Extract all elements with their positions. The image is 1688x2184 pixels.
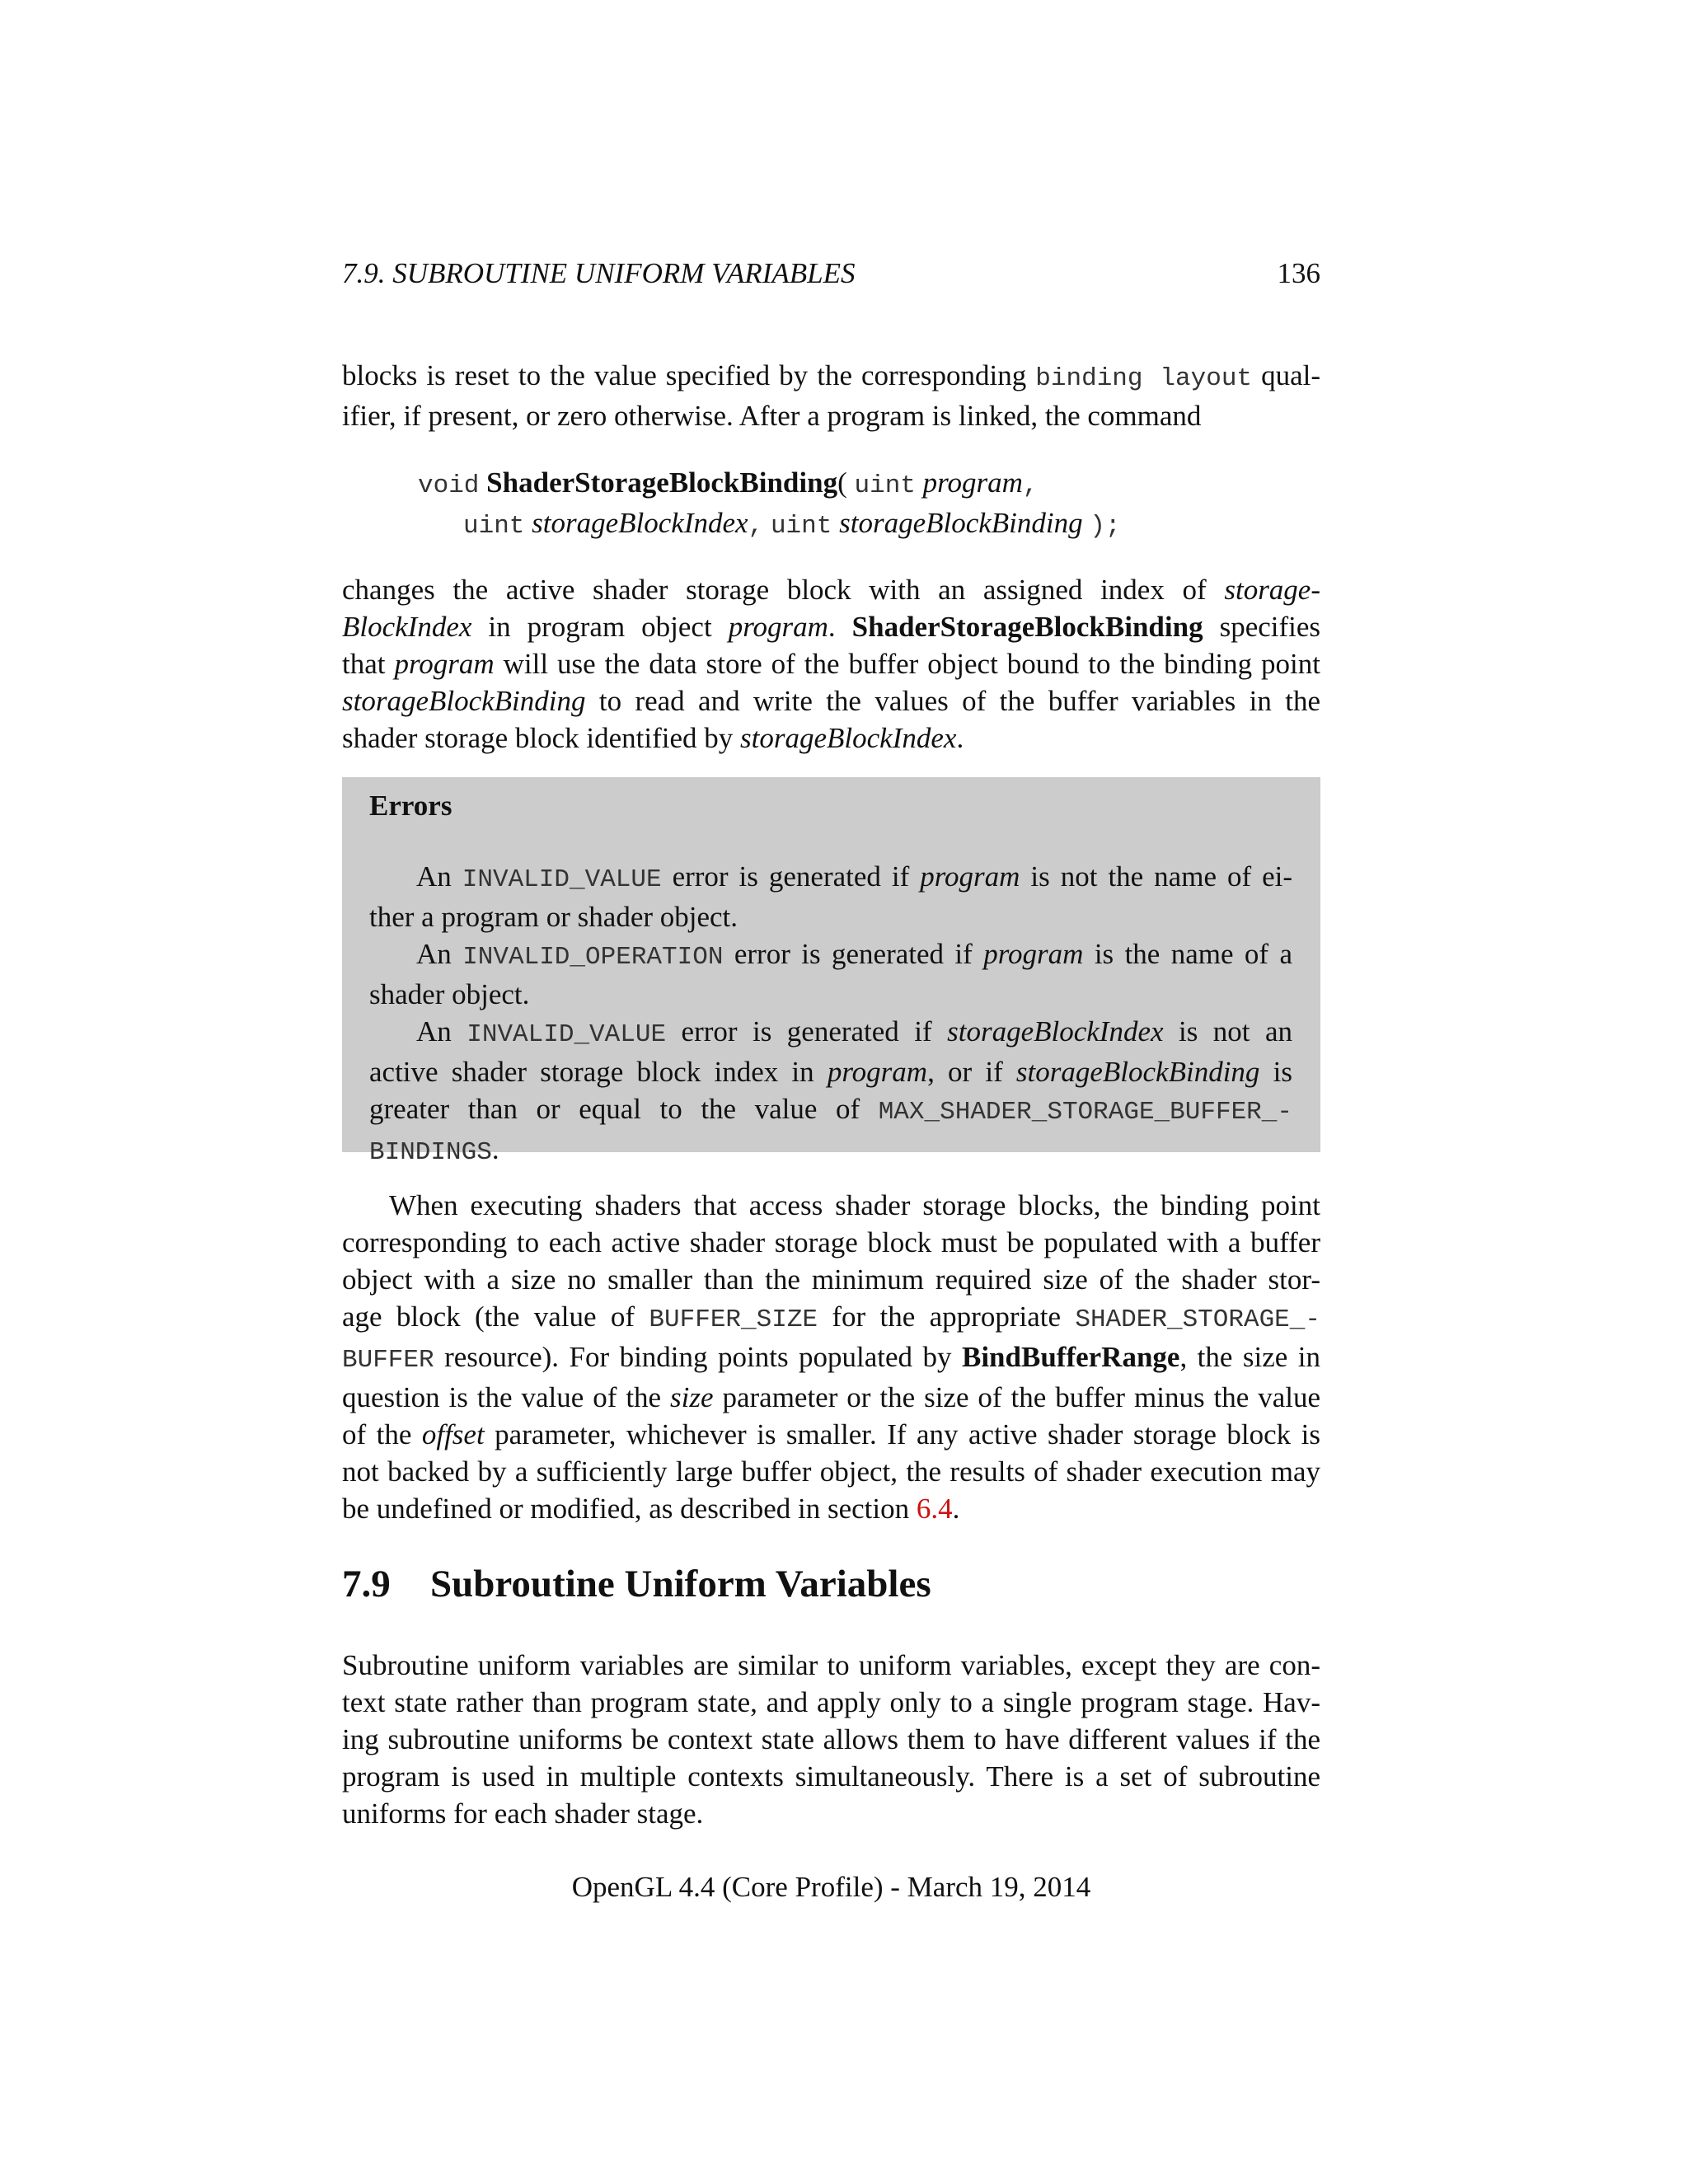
text-line: When executing shaders that access shader storage blocks, the binding point [389, 1189, 1320, 1221]
text-line: age block (the value of BUFFER_SIZE for the appropriate SHADER_STORAGE_- [342, 1301, 1320, 1334]
command-prototype: void ShaderStorageBlockBinding( uint program, uint storageBlockIndex, uint storageBlockBinding ); [418, 466, 1121, 541]
section-heading [342, 1562, 931, 1606]
paragraph-command-description [342, 571, 1320, 757]
text-line: corresponding to each active shader storage block must be populated with a buffer [342, 1226, 1320, 1258]
text-line: object with a size no smaller than the minimum required size of the shader stor- [342, 1263, 1320, 1296]
command-name: ShaderStorageBlockBinding [486, 466, 838, 499]
text-line: uniforms for each shader stage. [342, 1797, 704, 1830]
text-line: that program will use the data store of the buffer object bound to the binding point [342, 648, 1321, 680]
paragraph-buffer-size [342, 1187, 1320, 1527]
running-header [342, 257, 1320, 290]
text-line: be undefined or modified, as described in section 6.4. [342, 1493, 960, 1525]
section-number: 7.9 [342, 1563, 391, 1605]
error-line: An INVALID_VALUE error is generated if program is not the name of ei- [416, 860, 1292, 894]
header-section-title: 7.9. SUBROUTINE UNIFORM VARIABLES [342, 257, 856, 289]
errors-body [369, 858, 1292, 1171]
errors-title: Errors [369, 790, 452, 822]
text-line: blocks is reset to the value specified by the corresponding binding layout qual- [342, 359, 1320, 393]
text-line: BlockIndex in program object program. ShaderStorageBlockBinding specifies [342, 611, 1321, 643]
error-line: greater than or equal to the value of MAX_SHADER_STORAGE_BUFFER_- [369, 1093, 1292, 1127]
section-title: Subroutine Uniform Variables [430, 1563, 931, 1605]
text-line: storageBlockBinding to read and write the values of the buffer variables in the [342, 685, 1320, 717]
text-line: text state rather than program state, and apply only to a single program stage. Hav- [342, 1686, 1320, 1718]
text-line: changes the active shader storage block with an assigned index of storage- [342, 574, 1320, 606]
error-line: active shader storage block index in program, or if storageBlockBinding is [369, 1056, 1292, 1088]
paragraph-binding-reset [342, 357, 1320, 434]
page-footer: OpenGL 4.4 (Core Profile) - March 19, 2014 [571, 1871, 1091, 1903]
text-line: not backed by a sufficiently large buffer object, the results of shader execution may [342, 1455, 1320, 1488]
text-line: shader storage block identified by storageBlockIndex. [342, 722, 964, 754]
text-line: question is the value of the size parameter or the size of the buffer minus the value [342, 1381, 1320, 1413]
error-line: An INVALID_VALUE error is generated if storageBlockIndex is not an [416, 1015, 1292, 1049]
page-number: 136 [1277, 257, 1320, 289]
text-line: of the offset parameter, whichever is smaller. If any active shader storage block is [342, 1418, 1320, 1451]
error-line: shader object. [369, 978, 530, 1010]
text-line: ifier, if present, or zero otherwise. After a program is linked, the command [342, 400, 1202, 432]
paragraph-subroutine-uniforms [342, 1647, 1320, 1832]
text-line: program is used in multiple contexts simultaneously. There is a set of subroutine [342, 1760, 1320, 1793]
error-line: An INVALID_OPERATION error is generated if program is the name of a [416, 938, 1293, 972]
text-line: Subroutine uniform variables are similar to uniform variables, except they are con- [342, 1649, 1320, 1681]
error-line: BINDINGS. [369, 1133, 499, 1167]
section-link[interactable]: 6.4 [916, 1493, 953, 1525]
text-line: ing subroutine uniforms be context state allows them to have different values if the [342, 1723, 1320, 1755]
errors-box [342, 777, 1320, 1167]
error-line: ther a program or shader object. [369, 901, 738, 933]
text-line: BUFFER resource). For binding points populated by BindBufferRange, the size in [342, 1341, 1320, 1375]
